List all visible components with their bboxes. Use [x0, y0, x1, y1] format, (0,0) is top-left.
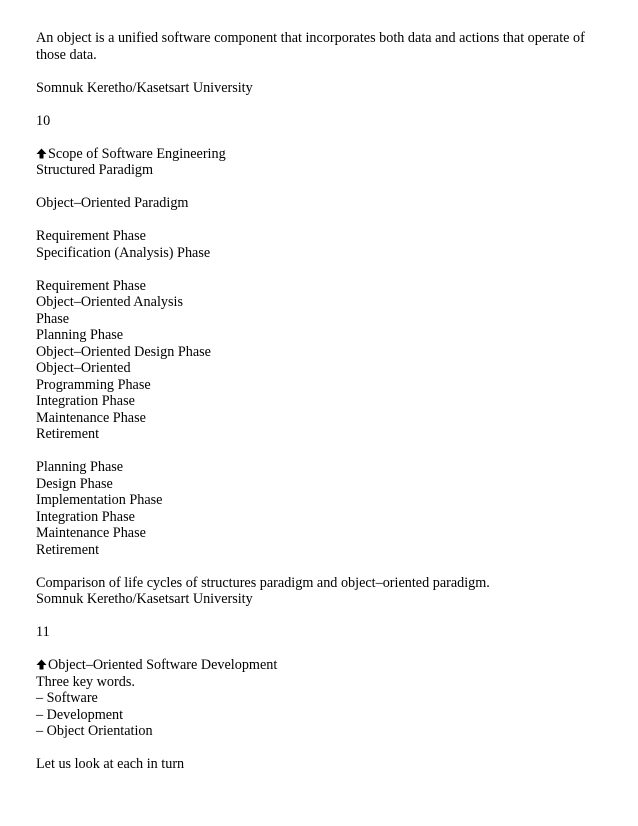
arrow-up-icon — [36, 148, 47, 159]
intro-text: An object is a unified software component that incorporates both data and actions that operate of those data. — [36, 30, 585, 63]
phase-group-c — [36, 459, 602, 558]
phase-item: Design Phase — [36, 475, 113, 492]
phase-item: Integration Phase — [36, 508, 135, 525]
phase-item: Requirement Phase — [36, 277, 146, 294]
structured-paradigm-label: Structured Paradigm — [36, 162, 154, 178]
phase-item: Planning Phase — [36, 459, 124, 475]
bullet-development: – Development — [36, 706, 124, 723]
phase-item: Phase — [36, 310, 70, 327]
page-number-2 — [36, 624, 602, 641]
body-line: Three key words. — [36, 673, 135, 690]
slide-2-block — [36, 657, 602, 740]
slide-2-title: Object–Oriented Software Development — [48, 657, 278, 673]
phase-item: Programming Phase — [36, 376, 151, 393]
bullet-software: – Software — [36, 690, 98, 706]
page-number-1 — [36, 113, 602, 130]
author-line: Somnuk Keretho/Kasetsart University — [36, 79, 253, 96]
arrow-up-icon — [36, 659, 47, 670]
phase-item: Object–Oriented Design Phase — [36, 343, 211, 360]
phase-group-a — [36, 228, 602, 261]
phase-item: Object–Oriented — [36, 360, 131, 376]
phase-item: Planning Phase — [36, 327, 124, 343]
footer-author-1 — [36, 80, 602, 97]
phase-item: Retirement — [36, 426, 100, 442]
closing-line: Let us look at each in turn — [36, 756, 185, 772]
document-page — [36, 30, 602, 789]
phase-item: Specification (Analysis) Phase — [36, 244, 211, 261]
page-number: 10 — [36, 112, 51, 129]
oo-paradigm-block — [36, 195, 602, 212]
caption-block — [36, 575, 602, 608]
phase-group-b — [36, 278, 602, 443]
figure-caption: Comparison of life cycles of structures paradigm and object–oriented paradigm. — [36, 574, 490, 591]
page-number: 11 — [36, 624, 50, 640]
phase-item: Object–Oriented Analysis — [36, 294, 183, 310]
phase-item: Maintenance Phase — [36, 409, 146, 426]
author-line: Somnuk Keretho/Kasetsart University — [36, 591, 253, 607]
intro-paragraph — [36, 30, 602, 63]
phase-item: Requirement Phase — [36, 228, 146, 244]
closing-block — [36, 756, 602, 773]
phase-item: Maintenance Phase — [36, 525, 146, 541]
oo-paradigm-label: Object–Oriented Paradigm — [36, 195, 189, 211]
phase-item: Integration Phase — [36, 393, 135, 409]
phase-item: Retirement — [36, 541, 100, 558]
slide-1-heading — [36, 146, 602, 179]
phase-item: Implementation Phase — [36, 492, 163, 508]
slide-1-title: Scope of Software Engineering — [48, 145, 226, 162]
bullet-object-orientation: – Object Orientation — [36, 723, 153, 739]
